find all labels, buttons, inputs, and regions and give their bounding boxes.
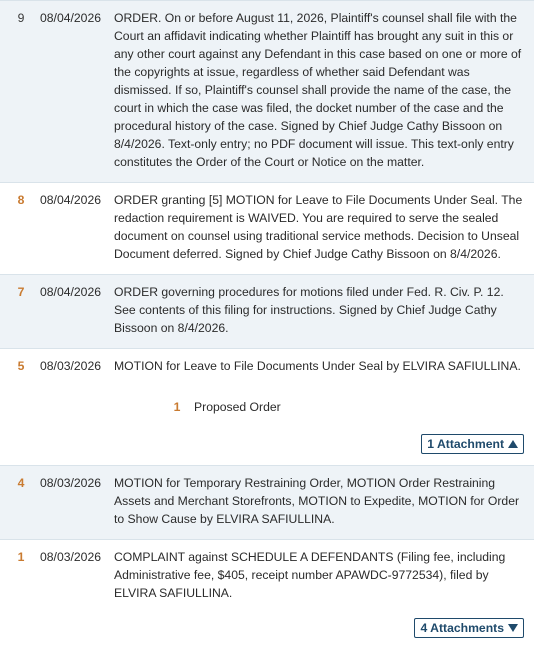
entry-text: ORDER granting [5] MOTION for Leave to File Documents Under Seal. The redaction requirement is WAIVED. You are required to serve the sealed document on counsel using traditional service methods. Decision to Unseal Document deferred. Signed by Chief Judge Cathy Bissoon on 8/4/2026. [114, 193, 523, 261]
attachments-toggle-button[interactable] [421, 434, 524, 454]
attachments-button-label: 1 Attachment [427, 437, 504, 451]
attachments-button-label: 4 Attachments [420, 621, 504, 635]
entry-text: ORDER governing procedures for motions filed under Fed. R. Civ. P. 12. See contents of this filing for instructions. Signed by Chief Judge Cathy Bissoon on 8/4/2026. [114, 285, 504, 335]
entry-date: 08/04/2026 [40, 285, 101, 299]
docket-entry [0, 540, 534, 649]
docket-entry [0, 1, 534, 183]
attachment-number-link[interactable]: 1 [173, 400, 181, 414]
entry-number: 9 [17, 11, 25, 25]
triangle-up-icon [507, 439, 519, 449]
entry-number-link[interactable]: 8 [17, 193, 25, 207]
entry-date: 08/03/2026 [40, 359, 101, 373]
entry-date: 08/03/2026 [40, 476, 101, 490]
entry-text: COMPLAINT against SCHEDULE A DEFENDANTS (Filing fee, including Administrative fee, $405, receipt number APAWDC-9772534), filed by ELVIRA SAFIULLINA. [114, 550, 506, 600]
entry-text: ORDER. On or before August 11, 2026, Plaintiff's counsel shall file with the Court an affidavit indicating whether Plaintiff has brought any suit in this or any other court against any Defendant in this case based on one or more of the copyrights at issue, regardless of whether said Defendant was dismissed. If so, Plaintiff's counsel shall provide the name of the case, the court in which the case was filed, the docket number of the case and the procedural history of the case. Signed by Chief Judge Cathy Bissoon on 8/4/2026. Text-only entry; no PDF document will issue. This text-only entry constitutes the Order of the Court or Notice on the matter. [114, 11, 522, 169]
attachment-label: Proposed Order [194, 400, 281, 414]
attachments-toggle-button[interactable] [414, 618, 524, 638]
entry-number-link[interactable]: 5 [17, 359, 25, 373]
entry-text: MOTION for Leave to File Documents Under Seal by ELVIRA SAFIULLINA. [114, 359, 521, 373]
entry-text: MOTION for Temporary Restraining Order, MOTION Order Restraining Assets and Merchant Storefronts, MOTION to Expedite, MOTION for Order to Show Cause by ELVIRA SAFIULLINA. [114, 476, 520, 526]
attachment-item [0, 398, 524, 416]
entry-number-link[interactable]: 1 [17, 550, 25, 564]
entry-date: 08/03/2026 [40, 550, 101, 564]
entry-number-link[interactable]: 7 [17, 285, 25, 299]
entry-number-link[interactable]: 4 [17, 476, 25, 490]
entry-date: 08/04/2026 [40, 193, 101, 207]
docket-entry [0, 275, 534, 349]
docket-entry [0, 183, 534, 275]
entry-date: 08/04/2026 [40, 11, 101, 25]
triangle-down-icon [507, 623, 519, 633]
docket-entry [0, 349, 534, 466]
docket-entry [0, 466, 534, 540]
